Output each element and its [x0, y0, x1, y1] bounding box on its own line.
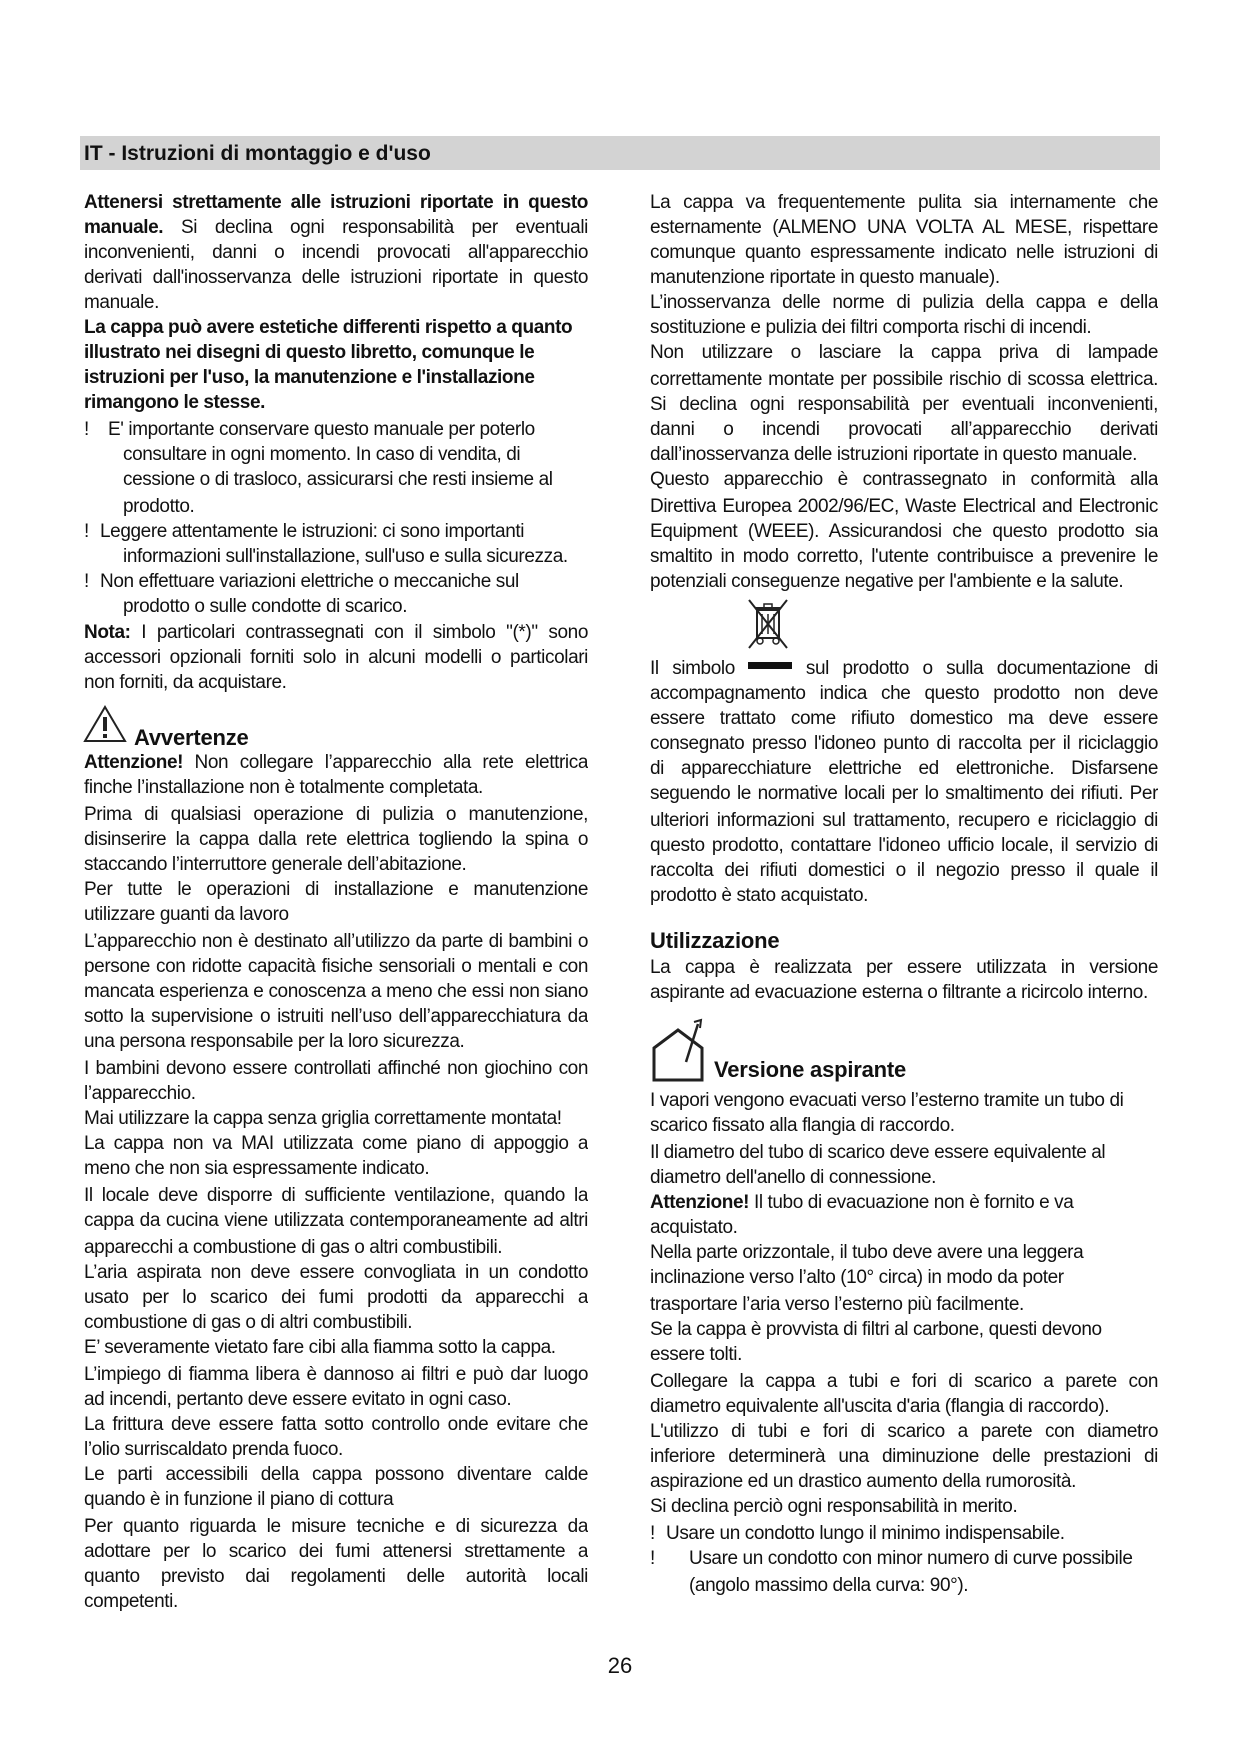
aspirante-line: essere tolti.: [650, 1344, 742, 1365]
maintenance-line: Non utilizzare o lasciare la cappa priva di lampade: [650, 342, 1158, 363]
aesthetic-line: rimangono le stesse.: [84, 392, 266, 413]
usage-line: La cappa è realizzata per essere utilizzata in versione: [650, 957, 1158, 978]
warnings-heading: Avvertenze: [134, 725, 249, 750]
intro-text: Si declina ogni responsabilità per eventuali: [180, 217, 588, 238]
intro-line: derivati dall'inosservanza delle istruzioni riportate in questo: [84, 267, 588, 288]
warning-line: quando è in funzione il piano di cottura: [84, 1489, 394, 1510]
weee-simbolo-post: sul prodotto o sulla documentazione di: [805, 658, 1158, 679]
aspirante-line: L'utilizzo di tubi e fori di scarico a parete con diametro: [650, 1421, 1158, 1442]
aspirante-line: inferiore determinerà una diminuzione delle prestazioni di: [650, 1446, 1158, 1467]
warning-line: La frittura deve essere fatta sotto controllo onde evitare che: [84, 1414, 588, 1435]
intro-line: inconvenienti, danni o incendi provocati all'apparecchio: [84, 242, 588, 263]
aspirante-line: Nella parte orizzontale, il tubo deve avere una leggera: [650, 1242, 1084, 1263]
aspirante-line: diametro equivalente all'uscita d'aria (flangia di raccordo).: [650, 1396, 1110, 1417]
warning-line: E’ severamente vietato fare cibi alla fiamma sotto la cappa.: [84, 1337, 556, 1358]
warning-line: staccando l’interruttore generale dell’abitazione.: [84, 854, 467, 875]
intro-line: [84, 216, 588, 240]
aspirante-line: aspirazione ed un drastico aumento della rumorosità.: [650, 1471, 1076, 1492]
bullet-line: Non effettuare variazioni elettriche o meccaniche sul: [100, 571, 519, 592]
warning-line: [84, 751, 588, 775]
aesthetic-line: La cappa può avere estetiche differenti rispetto a quanto: [84, 317, 573, 338]
nota-line: [84, 621, 588, 645]
warning-line: meno che non sia espressamente indicato.: [84, 1158, 430, 1179]
aspirante-bullet: (angolo massimo della curva: 90°).: [689, 1575, 969, 1596]
aspirante-bullet: Usare un condotto con minor numero di curve possibile: [689, 1548, 1133, 1569]
maintenance-line: Equipment (WEEE). Assicurandosi che questo prodotto sia: [650, 521, 1158, 542]
weee-line: [650, 657, 1158, 681]
aspirante-line: diametro dell'anello di connessione.: [650, 1167, 937, 1188]
bullet-line: Leggere attentamente le istruzioni: ci sono importanti: [100, 521, 525, 542]
bullet-mark: !: [84, 571, 89, 592]
warning-line: l’olio surriscaldato prenda fuoco.: [84, 1439, 343, 1460]
intro-line: Attenersi strettamente alle istruzioni riportate in questo: [84, 192, 588, 213]
bullet-mark: !: [650, 1548, 655, 1569]
aspirante-line: trasportare l’aria verso l’esterno più facilmente.: [650, 1294, 1024, 1315]
warning-line: usato per lo scarico dei fumi prodotti da apparecchi a: [84, 1287, 588, 1308]
aspirante-line: Il diametro del tubo di scarico deve essere equivalente al: [650, 1142, 1106, 1163]
warning-line: ad incendi, pertanto deve essere evitato in ogni caso.: [84, 1389, 512, 1410]
bullet-line: informazioni sull'installazione, sull'uso e sulla sicurezza.: [123, 546, 568, 567]
warning-line: una persona responsabile per la loro sicurezza.: [84, 1031, 465, 1052]
aspirante-line: Collegare la cappa a tubi e fori di scarico a parete con: [650, 1371, 1158, 1392]
warning-line: competenti.: [84, 1591, 178, 1612]
warning-line: disinserire la cappa dalla rete elettrica togliendo la spina o: [84, 829, 588, 850]
weee-line: essere trattato come rifiuto domestico ma deve essere: [650, 708, 1158, 729]
page-title: IT - Istruzioni di montaggio e d'uso: [84, 142, 431, 165]
warning-text: Non collegare l’apparecchio alla rete elettrica: [194, 752, 588, 773]
warning-line: apparecchi a combustione di gas o altri combustibili.: [84, 1237, 503, 1258]
nota-text: I particolari contrassegnati con il simbolo "(*)" sono: [141, 622, 588, 643]
maintenance-line: danni o incendi provocati all’apparecchio derivati: [650, 419, 1158, 440]
maintenance-line: Direttiva Europea 2002/96/EC, Waste Electrical and Electronic: [650, 496, 1158, 517]
nota-label: Nota:: [84, 622, 131, 643]
warning-line: Prima di qualsiasi operazione di pulizia o manutenzione,: [84, 804, 588, 825]
nota-line: accessori opzionali forniti solo in alcuni modelli o particolari: [84, 647, 588, 668]
bullet-line: prodotto o sulle condotte di scarico.: [123, 596, 408, 617]
warning-line: I bambini devono essere controllati affinché non giochino con: [84, 1058, 588, 1079]
warning-line: Mai utilizzare la cappa senza griglia correttamente montata!: [84, 1108, 562, 1129]
aspirante-line: acquistato.: [650, 1217, 738, 1238]
warning-line: La cappa non va MAI utilizzata come piano di appoggio a: [84, 1133, 588, 1154]
weee-bin-icon: [745, 596, 793, 652]
warning-line: sotto la supervisione o istruiti nell’uso dell’apparecchiatura da: [84, 1006, 588, 1027]
bullet-mark: !: [84, 419, 89, 440]
bullet-mark: !: [650, 1523, 655, 1544]
usage-line: aspirante ad evacuazione esterna o filtrante a ricircolo interno.: [650, 982, 1148, 1003]
page-number: 26: [607, 1653, 633, 1678]
maintenance-line: esternamente (ALMENO UNA VOLTA AL MESE, rispettare: [650, 217, 1158, 238]
warning-line: utilizzare guanti da lavoro: [84, 904, 289, 925]
maintenance-line: dall’inosservanza delle istruzioni riportate in questo manuale.: [650, 444, 1138, 465]
weee-line: questo prodotto, contattare l'idoneo ufficio locale, il servizio di: [650, 835, 1158, 856]
bullet-line: cessione o di trasloco, assicurarsi che resti insieme al: [123, 469, 553, 490]
maintenance-line: L’inosservanza delle norme di pulizia della cappa e della: [650, 292, 1158, 313]
weee-line: prodotto è stato acquistato.: [650, 885, 869, 906]
maintenance-line: La cappa va frequentemente pulita sia internamente che: [650, 192, 1158, 213]
aspirante-bullet: Usare un condotto lungo il minimo indispensabile.: [666, 1523, 1065, 1544]
bullet-line: prodotto.: [123, 496, 195, 517]
maintenance-line: potenziali conseguenze negative per l'ambiente e la salute.: [650, 571, 1124, 592]
warning-line: adottare per lo scarico dei fumi attenersi strettamente a: [84, 1541, 588, 1562]
maintenance-line: Si declina ogni responsabilità per eventuali inconvenienti,: [650, 394, 1158, 415]
intro-line: manuale.: [84, 292, 159, 313]
aspirante-line: Si declina perciò ogni responsabilità in merito.: [650, 1496, 1018, 1517]
warning-line: cappa da cucina viene utilizzata contemporaneamente ad altri: [84, 1210, 588, 1231]
aspirante-line: I vapori vengono evacuati verso l’esterno tramite un tubo di: [650, 1090, 1124, 1111]
warning-line: L’impiego di fiamma libera è dannoso ai filtri e può dar luogo: [84, 1364, 588, 1385]
maintenance-line: correttamente montate per possibile rischio di scossa elettrica.: [650, 369, 1158, 390]
bullet-mark: !: [84, 521, 89, 542]
attenzione-label: Attenzione!: [84, 752, 184, 773]
nota-line: non forniti, da acquistare.: [84, 672, 287, 693]
bullet-line: consultare in ogni momento. In caso di vendita, di: [123, 444, 521, 465]
warning-line: quanto previsto dai regolamenti delle autorità locali: [84, 1566, 588, 1587]
maintenance-line: comunque quanto espressamente indicato nelle istruzioni di: [650, 242, 1158, 263]
warning-line: finche l’installazione non è totalmente completata.: [84, 777, 483, 798]
warning-line: L’aria aspirata non deve essere convogliata in un condotto: [84, 1262, 588, 1283]
maintenance-line: Questo apparecchio è contrassegnato in conformità alla: [650, 469, 1158, 490]
aesthetic-line: istruzioni per l'uso, la manutenzione e l'installazione: [84, 367, 535, 388]
aspirante-line: Se la cappa è provvista di filtri al carbone, questi devono: [650, 1319, 1102, 1340]
warning-line: l’apparecchio.: [84, 1083, 196, 1104]
warning-line: Per tutte le operazioni di installazione e manutenzione: [84, 879, 588, 900]
warning-line: Per quanto riguarda le misure tecniche e di sicurezza da: [84, 1516, 588, 1537]
aspirante-heading: Versione aspirante: [714, 1057, 907, 1082]
weee-line: seguendo le normative locali per lo smaltimento dei rifiuti. Per: [650, 783, 1158, 804]
maintenance-line: sostituzione e pulizia dei filtri comporta rischi di incendi.: [650, 317, 1092, 338]
intro-bold-label: manuale.: [84, 217, 164, 238]
warning-line: persone con ridotte capacità fisiche sensoriali o mentali e con: [84, 956, 588, 977]
warning-line: L’apparecchio non è destinato all’utilizzo da parte di bambini o: [84, 931, 588, 952]
warning-icon: [82, 704, 128, 744]
attenzione-label: Attenzione!: [650, 1192, 750, 1213]
bullet-line: E' importante conservare questo manuale per poterlo: [108, 419, 535, 440]
weee-line: accompagnamento indica che questo prodotto non deve: [650, 683, 1158, 704]
warning-line: Le parti accessibili della cappa possono diventare calde: [84, 1464, 588, 1485]
house-duct-icon: [648, 1018, 710, 1084]
warning-line: mancata esperienza e conoscenza a meno che essi non siano: [84, 981, 588, 1002]
aspirante-line: [650, 1191, 1073, 1215]
weee-line: di apparecchiature elettriche ed elettroniche. Disfarsene: [650, 758, 1158, 779]
weee-line: raccolta dei rifiuti domestici o il negozio presso il quale il: [650, 860, 1158, 881]
weee-line: ulteriori informazioni sul trattamento, recupero e riciclaggio di: [650, 810, 1158, 831]
aspirante-text: Il tubo di evacuazione non è fornito e va: [753, 1192, 1074, 1213]
warning-line: combustione di gas o di altri combustibili.: [84, 1312, 413, 1333]
aesthetic-line: illustrato nei disegni di questo libretto, comunque le: [84, 342, 535, 363]
usage-heading: Utilizzazione: [650, 928, 780, 953]
weee-simbolo-pre: Il simbolo: [650, 658, 735, 679]
weee-line: consegnato presso l'idoneo punto di raccolta per il riciclaggio: [650, 733, 1158, 754]
aspirante-line: inclinazione verso l’alto (10° circa) in modo da poter: [650, 1267, 1064, 1288]
weee-bar-symbol: [748, 662, 792, 669]
warning-line: Il locale deve disporre di sufficiente ventilazione, quando la: [84, 1185, 588, 1206]
aspirante-line: scarico fissato alla flangia di raccordo.: [650, 1115, 955, 1136]
maintenance-line: manutenzione riportate in questo manuale).: [650, 267, 1000, 288]
maintenance-line: smaltito in modo corretto, l'utente contribuisce a prevenire le: [650, 546, 1158, 567]
